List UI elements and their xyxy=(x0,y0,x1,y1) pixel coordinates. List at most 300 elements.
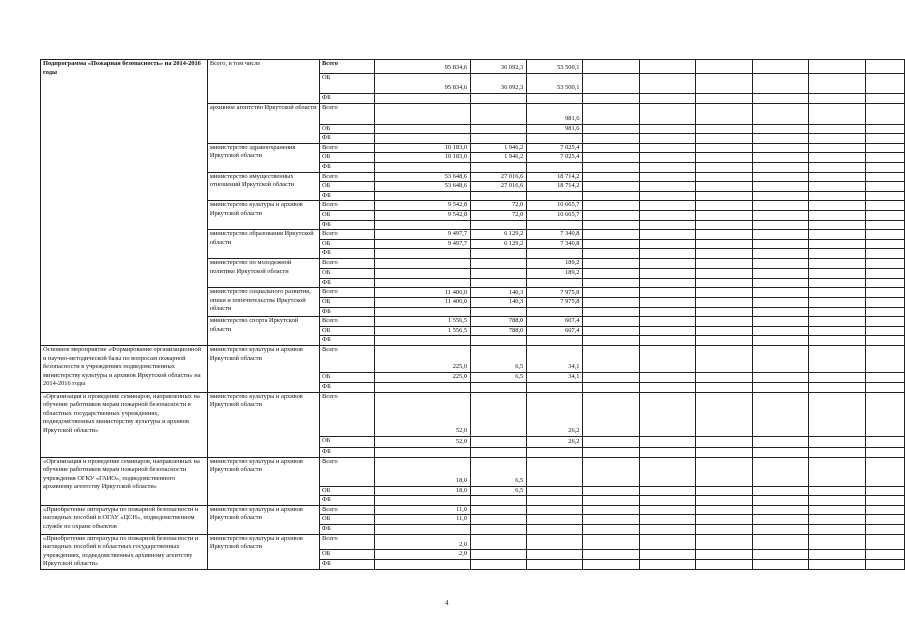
amount-cell: 1 946,2 xyxy=(471,153,527,163)
empty-cell xyxy=(639,162,696,172)
empty-cell xyxy=(865,162,904,172)
funding-source-cell: Всего xyxy=(320,172,375,182)
empty-cell xyxy=(809,373,866,383)
empty-cell xyxy=(752,94,809,104)
empty-cell xyxy=(696,336,753,346)
amount-cell xyxy=(471,307,527,317)
executor-cell: министерство социального развития, опеки и попечительства Иркутской области xyxy=(207,288,319,317)
empty-cell xyxy=(809,336,866,346)
empty-cell xyxy=(639,346,696,373)
empty-cell xyxy=(639,550,696,560)
amount-cell xyxy=(527,496,583,506)
empty-cell xyxy=(809,153,866,163)
empty-cell xyxy=(865,307,904,317)
amount-cell xyxy=(527,307,583,317)
amount-cell: 7 025,4 xyxy=(527,153,583,163)
table-row xyxy=(41,534,905,550)
empty-cell xyxy=(696,94,753,104)
empty-cell xyxy=(639,505,696,515)
amount-cell: 10 665,7 xyxy=(527,201,583,211)
empty-cell xyxy=(696,278,753,288)
amount-cell xyxy=(375,94,471,104)
empty-cell xyxy=(809,239,866,249)
amount-cell xyxy=(471,336,527,346)
empty-cell xyxy=(752,288,809,298)
amount-cell xyxy=(471,278,527,288)
table-row xyxy=(41,60,905,74)
empty-cell xyxy=(809,201,866,211)
amount-cell: 26,2 xyxy=(527,436,583,447)
amount-cell xyxy=(375,258,471,268)
funding-source-cell: Всего xyxy=(320,103,375,124)
empty-cell xyxy=(696,515,753,525)
empty-cell xyxy=(865,317,904,327)
empty-cell xyxy=(639,201,696,211)
funding-source-cell: ОБ xyxy=(320,210,375,220)
empty-cell xyxy=(809,162,866,172)
amount-cell xyxy=(527,278,583,288)
amount-cell: 6 129,2 xyxy=(471,230,527,240)
empty-cell xyxy=(865,210,904,220)
empty-cell xyxy=(865,392,904,436)
table-row xyxy=(41,392,905,436)
empty-cell xyxy=(752,447,809,457)
amount-cell xyxy=(375,525,471,535)
empty-cell xyxy=(696,373,753,383)
empty-cell xyxy=(809,383,866,393)
empty-cell xyxy=(639,560,696,570)
funding-source-cell: Всего xyxy=(320,505,375,515)
amount-cell xyxy=(471,392,527,436)
amount-cell: 10 183,0 xyxy=(375,153,471,163)
empty-cell xyxy=(696,326,753,336)
funding-source-cell: ОБ xyxy=(320,298,375,308)
empty-cell xyxy=(865,258,904,268)
empty-cell xyxy=(809,534,866,550)
empty-cell xyxy=(639,326,696,336)
empty-cell xyxy=(809,326,866,336)
empty-cell xyxy=(639,258,696,268)
empty-cell xyxy=(865,486,904,496)
amount-cell xyxy=(527,515,583,525)
empty-cell xyxy=(809,496,866,506)
empty-cell xyxy=(809,550,866,560)
amount-cell xyxy=(471,505,527,515)
amount-cell xyxy=(375,383,471,393)
empty-cell xyxy=(583,336,640,346)
empty-cell xyxy=(865,534,904,550)
empty-cell xyxy=(809,134,866,144)
empty-cell xyxy=(809,307,866,317)
empty-cell xyxy=(639,288,696,298)
empty-cell xyxy=(809,317,866,327)
empty-cell xyxy=(865,143,904,153)
executor-cell: министерство культуры и архивов Иркутской области xyxy=(207,505,319,534)
empty-cell xyxy=(583,143,640,153)
amount-cell: 1 946,2 xyxy=(471,143,527,153)
empty-cell xyxy=(696,436,753,447)
empty-cell xyxy=(752,392,809,436)
amount-cell: 95 834,6 xyxy=(375,74,471,94)
empty-cell xyxy=(752,515,809,525)
amount-cell: 36 092,3 xyxy=(471,74,527,94)
amount-cell xyxy=(375,560,471,570)
empty-cell xyxy=(865,346,904,373)
amount-cell: 1 556,5 xyxy=(375,317,471,327)
empty-cell xyxy=(583,74,640,94)
amount-cell xyxy=(375,336,471,346)
empty-cell xyxy=(583,534,640,550)
empty-cell xyxy=(865,153,904,163)
empty-cell xyxy=(583,134,640,144)
amount-cell xyxy=(471,525,527,535)
amount-cell: 27 016,6 xyxy=(471,182,527,192)
empty-cell xyxy=(752,60,809,74)
program-name-cell: «Организация и проведение семинаров, направленных на обучение работников мерам пожарной безопасности в областных государственных учреждениях, подведомственных министерству культуры и архивов Иркутской области» xyxy=(41,392,208,457)
empty-cell xyxy=(583,94,640,104)
empty-cell xyxy=(639,220,696,230)
empty-cell xyxy=(696,447,753,457)
amount-cell: 788,0 xyxy=(471,326,527,336)
empty-cell xyxy=(752,239,809,249)
amount-cell: 140,3 xyxy=(471,288,527,298)
empty-cell xyxy=(639,60,696,74)
amount-cell xyxy=(471,268,527,278)
amount-cell: 2,0 xyxy=(375,534,471,550)
empty-cell xyxy=(809,103,866,124)
empty-cell xyxy=(865,298,904,308)
executor-cell: министерство здравоохранения Иркутской области xyxy=(207,143,319,172)
empty-cell xyxy=(639,230,696,240)
empty-cell xyxy=(752,457,809,486)
empty-cell xyxy=(639,436,696,447)
empty-cell xyxy=(809,94,866,104)
empty-cell xyxy=(865,220,904,230)
amount-cell xyxy=(527,505,583,515)
program-name-cell: «Организация и проведение семинаров, направленных на обучение работников мерам пожарной безопасности учреждения ОГКУ «ГАИО», подведомственного архивному агентству Иркутской области» xyxy=(41,457,208,505)
empty-cell xyxy=(752,124,809,134)
amount-cell xyxy=(527,560,583,570)
empty-cell xyxy=(865,515,904,525)
empty-cell xyxy=(696,230,753,240)
funding-source-cell: Всего xyxy=(320,346,375,373)
empty-cell xyxy=(865,230,904,240)
amount-cell: 52,0 xyxy=(375,436,471,447)
empty-cell xyxy=(865,239,904,249)
empty-cell xyxy=(639,457,696,486)
funding-source-cell: Всего xyxy=(320,317,375,327)
empty-cell xyxy=(752,550,809,560)
funding-source-cell: Всего xyxy=(320,230,375,240)
empty-cell xyxy=(639,124,696,134)
empty-cell xyxy=(696,239,753,249)
empty-cell xyxy=(809,505,866,515)
empty-cell xyxy=(696,182,753,192)
funding-source-cell: Всего xyxy=(320,201,375,211)
empty-cell xyxy=(809,515,866,525)
empty-cell xyxy=(752,505,809,515)
funding-source-cell: ФБ xyxy=(320,220,375,230)
empty-cell xyxy=(809,346,866,373)
executor-cell: министерство культуры и архивов Иркутской области xyxy=(207,201,319,230)
empty-cell xyxy=(809,143,866,153)
empty-cell xyxy=(696,550,753,560)
amount-cell: 10 665,7 xyxy=(527,210,583,220)
amount-cell xyxy=(527,534,583,550)
empty-cell xyxy=(583,317,640,327)
amount-cell: 53 500,1 xyxy=(527,74,583,94)
empty-cell xyxy=(696,383,753,393)
amount-cell xyxy=(471,560,527,570)
empty-cell xyxy=(865,525,904,535)
empty-cell xyxy=(696,505,753,515)
empty-cell xyxy=(696,74,753,94)
amount-cell xyxy=(527,249,583,259)
amount-cell: 18 714,2 xyxy=(527,182,583,192)
empty-cell xyxy=(696,486,753,496)
amount-cell: 11,0 xyxy=(375,505,471,515)
empty-cell xyxy=(639,447,696,457)
empty-cell xyxy=(865,457,904,486)
empty-cell xyxy=(752,172,809,182)
amount-cell xyxy=(527,94,583,104)
empty-cell xyxy=(809,191,866,201)
empty-cell xyxy=(696,560,753,570)
empty-cell xyxy=(583,346,640,373)
executor-cell: министерство культуры и архивов Иркутской области xyxy=(207,346,319,393)
empty-cell xyxy=(809,258,866,268)
amount-cell xyxy=(375,103,471,124)
empty-cell xyxy=(583,298,640,308)
amount-cell: 53 500,1 xyxy=(527,60,583,74)
funding-source-cell: ОБ xyxy=(320,515,375,525)
funding-source-cell: ОБ xyxy=(320,436,375,447)
funding-source-cell: ОБ xyxy=(320,239,375,249)
amount-cell: 18 714,2 xyxy=(527,172,583,182)
empty-cell xyxy=(639,103,696,124)
funding-source-cell: Всего xyxy=(320,60,375,74)
empty-cell xyxy=(696,258,753,268)
empty-cell xyxy=(752,191,809,201)
empty-cell xyxy=(583,162,640,172)
funding-source-cell: Всего xyxy=(320,288,375,298)
empty-cell xyxy=(752,534,809,550)
empty-cell xyxy=(809,210,866,220)
empty-cell xyxy=(752,373,809,383)
amount-cell: 189,2 xyxy=(527,268,583,278)
empty-cell xyxy=(696,191,753,201)
empty-cell xyxy=(696,346,753,373)
empty-cell xyxy=(752,560,809,570)
empty-cell xyxy=(809,230,866,240)
funding-source-cell: ОБ xyxy=(320,373,375,383)
amount-cell xyxy=(471,534,527,550)
empty-cell xyxy=(809,392,866,436)
amount-cell xyxy=(375,249,471,259)
empty-cell xyxy=(696,534,753,550)
amount-cell: 9 542,8 xyxy=(375,210,471,220)
empty-cell xyxy=(583,103,640,124)
executor-cell: Всего, в том числе xyxy=(207,60,319,104)
empty-cell xyxy=(583,447,640,457)
empty-cell xyxy=(865,288,904,298)
empty-cell xyxy=(752,436,809,447)
empty-cell xyxy=(865,496,904,506)
empty-cell xyxy=(752,268,809,278)
empty-cell xyxy=(752,143,809,153)
empty-cell xyxy=(696,201,753,211)
empty-cell xyxy=(639,515,696,525)
empty-cell xyxy=(696,103,753,124)
amount-cell: 7 340,8 xyxy=(527,230,583,240)
funding-source-cell: ФБ xyxy=(320,249,375,259)
empty-cell xyxy=(752,525,809,535)
empty-cell xyxy=(809,457,866,486)
amount-cell: 7 340,8 xyxy=(527,239,583,249)
empty-cell xyxy=(639,143,696,153)
empty-cell xyxy=(809,249,866,259)
amount-cell xyxy=(527,191,583,201)
empty-cell xyxy=(752,182,809,192)
empty-cell xyxy=(865,560,904,570)
funding-source-cell: Всего xyxy=(320,258,375,268)
empty-cell xyxy=(583,220,640,230)
empty-cell xyxy=(639,182,696,192)
amount-cell: 7 975,8 xyxy=(527,298,583,308)
empty-cell xyxy=(752,486,809,496)
amount-cell: 607,4 xyxy=(527,326,583,336)
amount-cell: 95 834,6 xyxy=(375,60,471,74)
empty-cell xyxy=(696,298,753,308)
empty-cell xyxy=(752,278,809,288)
amount-cell xyxy=(375,307,471,317)
table-row xyxy=(41,457,905,486)
amount-cell xyxy=(471,383,527,393)
amount-cell xyxy=(375,124,471,134)
empty-cell xyxy=(583,373,640,383)
empty-cell xyxy=(809,436,866,447)
empty-cell xyxy=(865,74,904,94)
empty-cell xyxy=(583,560,640,570)
empty-cell xyxy=(583,182,640,192)
empty-cell xyxy=(583,383,640,393)
empty-cell xyxy=(696,457,753,486)
empty-cell xyxy=(809,525,866,535)
amount-cell: 18,0 xyxy=(375,457,471,486)
amount-cell: 18,0 xyxy=(375,486,471,496)
amount-cell xyxy=(527,134,583,144)
empty-cell xyxy=(696,268,753,278)
empty-cell xyxy=(752,346,809,373)
funding-source-cell: ОБ xyxy=(320,486,375,496)
empty-cell xyxy=(639,74,696,94)
empty-cell xyxy=(583,326,640,336)
funding-source-cell: ОБ xyxy=(320,153,375,163)
amount-cell: 607,4 xyxy=(527,317,583,327)
empty-cell xyxy=(583,191,640,201)
empty-cell xyxy=(639,373,696,383)
empty-cell xyxy=(583,268,640,278)
funding-source-cell: Всего xyxy=(320,534,375,550)
empty-cell xyxy=(752,220,809,230)
empty-cell xyxy=(752,317,809,327)
amount-cell xyxy=(471,436,527,447)
funding-source-cell: ФБ xyxy=(320,496,375,506)
empty-cell xyxy=(752,210,809,220)
amount-cell xyxy=(375,268,471,278)
empty-cell xyxy=(696,162,753,172)
amount-cell: 11,0 xyxy=(375,515,471,525)
empty-cell xyxy=(583,249,640,259)
amount-cell xyxy=(527,525,583,535)
amount-cell xyxy=(471,94,527,104)
empty-cell xyxy=(583,550,640,560)
empty-cell xyxy=(809,268,866,278)
empty-cell xyxy=(696,124,753,134)
empty-cell xyxy=(696,525,753,535)
empty-cell xyxy=(639,307,696,317)
funding-source-cell: ФБ xyxy=(320,447,375,457)
funding-source-cell: ОБ xyxy=(320,74,375,94)
empty-cell xyxy=(696,143,753,153)
amount-cell: 52,0 xyxy=(375,392,471,436)
empty-cell xyxy=(696,210,753,220)
table-row xyxy=(41,346,905,373)
executor-cell: министерство образования Иркутской области xyxy=(207,230,319,259)
empty-cell xyxy=(752,230,809,240)
amount-cell xyxy=(471,103,527,124)
table-row xyxy=(41,505,905,515)
funding-source-cell: ОБ xyxy=(320,124,375,134)
empty-cell xyxy=(865,447,904,457)
empty-cell xyxy=(809,278,866,288)
amount-cell: 9 542,8 xyxy=(375,201,471,211)
empty-cell xyxy=(809,298,866,308)
amount-cell: 1 556,5 xyxy=(375,326,471,336)
amount-cell: 6 129,2 xyxy=(471,239,527,249)
amount-cell: 6,5 xyxy=(471,373,527,383)
empty-cell xyxy=(752,336,809,346)
empty-cell xyxy=(865,278,904,288)
amount-cell xyxy=(471,447,527,457)
amount-cell xyxy=(527,220,583,230)
empty-cell xyxy=(865,505,904,515)
empty-cell xyxy=(865,124,904,134)
empty-cell xyxy=(865,436,904,447)
empty-cell xyxy=(583,60,640,74)
amount-cell: 34,1 xyxy=(527,373,583,383)
empty-cell xyxy=(583,239,640,249)
amount-cell xyxy=(471,496,527,506)
funding-source-cell: Всего xyxy=(320,392,375,436)
empty-cell xyxy=(583,172,640,182)
empty-cell xyxy=(809,60,866,74)
empty-cell xyxy=(752,153,809,163)
empty-cell xyxy=(809,288,866,298)
amount-cell xyxy=(375,447,471,457)
empty-cell xyxy=(752,201,809,211)
empty-cell xyxy=(583,307,640,317)
empty-cell xyxy=(583,436,640,447)
empty-cell xyxy=(696,60,753,74)
empty-cell xyxy=(583,392,640,436)
executor-cell: министерство культуры и архивов Иркутской области xyxy=(207,534,319,569)
empty-cell xyxy=(752,307,809,317)
program-name-cell: «Приобретение литературы по пожарной безопасности и наглядных пособий в ОГАУ «ЦСН», подведомственном службе по охране объектов xyxy=(41,505,208,534)
funding-source-cell: ФБ xyxy=(320,560,375,570)
executor-cell: министерство культуры и архивов Иркутской области xyxy=(207,457,319,505)
amount-cell: 6,5 xyxy=(471,486,527,496)
